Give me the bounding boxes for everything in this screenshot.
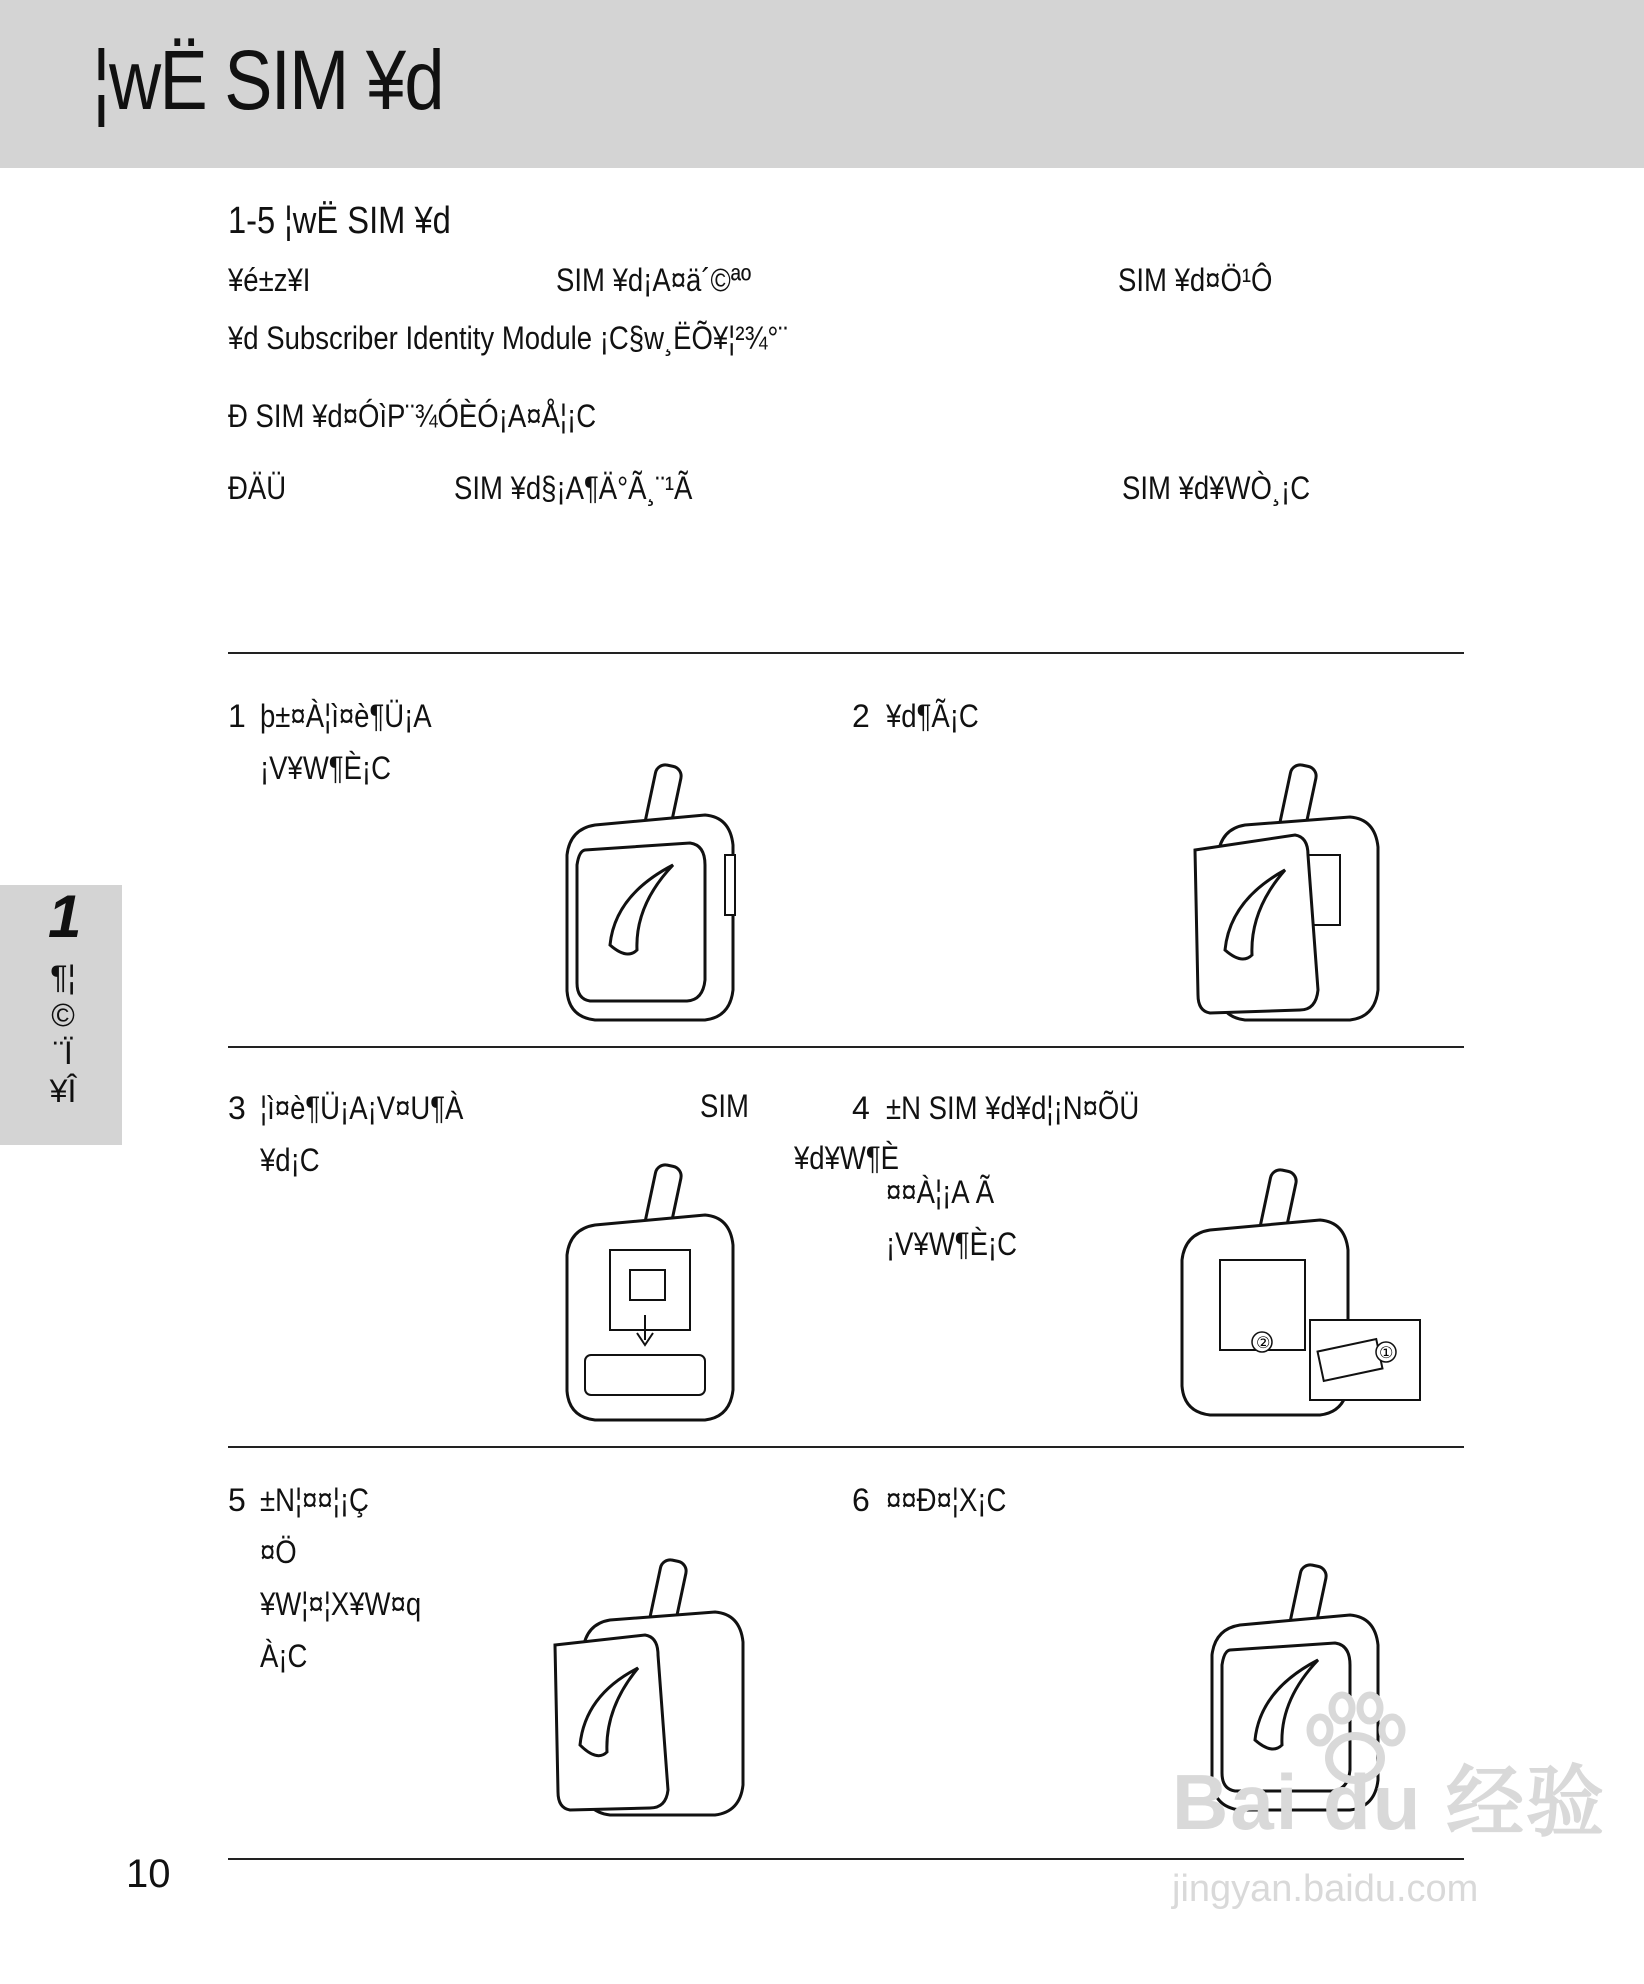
divider: [228, 1046, 1464, 1048]
phone-illustration: [1170, 1160, 1425, 1425]
step-3-number: 3: [228, 1090, 246, 1126]
phone-illustration: [555, 755, 755, 1035]
phone-illustration: [1190, 755, 1390, 1035]
step-6-number: 6: [852, 1482, 870, 1518]
intro-line-4c: SIM ¥d¥WÒ¸¡C: [1122, 470, 1311, 506]
intro-line-1a: ¥é±z¥I: [228, 262, 311, 298]
phone-illustration: [550, 1550, 760, 1830]
step-3-extra-2: ¥d¥W¶È: [794, 1140, 900, 1176]
section-title: 1-5 ¦wË SIM ¥d: [228, 200, 451, 242]
page-number: 10: [126, 1852, 171, 1896]
step-4-number: 4: [852, 1090, 870, 1126]
watermark-url: jingyan.baidu.com: [1172, 1868, 1479, 1910]
step-5-text: ±N¦¤¤¦¡Ç ¤Ö ¥W¦¤¦X¥W¤q À¡C: [260, 1482, 422, 1674]
step-2-number: 2: [852, 698, 870, 734]
callout-2: ②: [1256, 1333, 1271, 1352]
watermark-logo: Bai du 经验: [1172, 1758, 1607, 1846]
step-2-text: ¥d¶Ã¡C: [886, 698, 979, 734]
intro-line-1b: SIM ¥d¡A¤ä´©ªº: [556, 262, 751, 298]
step-3-text: ¦ì¤è¶Ü¡A¡V¤U¶À ¥d¡C: [260, 1090, 464, 1178]
callout-1: ①: [1379, 1343, 1394, 1362]
chapter-label: ¶¦©¨Ï¥Î: [49, 959, 77, 1109]
step-6-text: ¤¤Ð¤¦X¡C: [886, 1482, 1007, 1518]
step-3-extra-1: SIM: [700, 1088, 749, 1124]
step-1-text: þ±¤À¦ì¤è¶Ü¡A ¡V¥W¶È¡C: [260, 698, 432, 786]
divider: [228, 652, 1464, 654]
chapter-number: 1: [48, 883, 82, 950]
intro-line-4b: SIM ¥d§¡A¶Ä°Ã¸¨¹Ã: [454, 470, 693, 506]
divider: [228, 1446, 1464, 1448]
intro-line-3: Ð SIM ¥d¤ÓìP¨¾ÓÈÓ¡A¤Å¦¡C: [228, 398, 597, 434]
intro-line-2: ¥d Subscriber Identity Module ¡C§w¸ËÕ¥¦²¾°¨: [228, 320, 788, 356]
divider: [228, 1858, 1464, 1860]
phone-illustration: [555, 1155, 755, 1435]
intro-line-4a: ÐÄÜ: [228, 470, 287, 506]
step-4-text: ±N SIM ¥d¥d¦¡N¤ÕÜ ¤¤À¦¡A Ã ¡V¥W¶È¡C: [886, 1090, 1140, 1262]
intro-line-1c: SIM ¥d¤Ö¹Ô: [1118, 262, 1273, 298]
step-1-number: 1: [228, 698, 246, 734]
page-title: ¦wË SIM ¥d: [92, 33, 443, 127]
step-5-number: 5: [228, 1482, 246, 1518]
